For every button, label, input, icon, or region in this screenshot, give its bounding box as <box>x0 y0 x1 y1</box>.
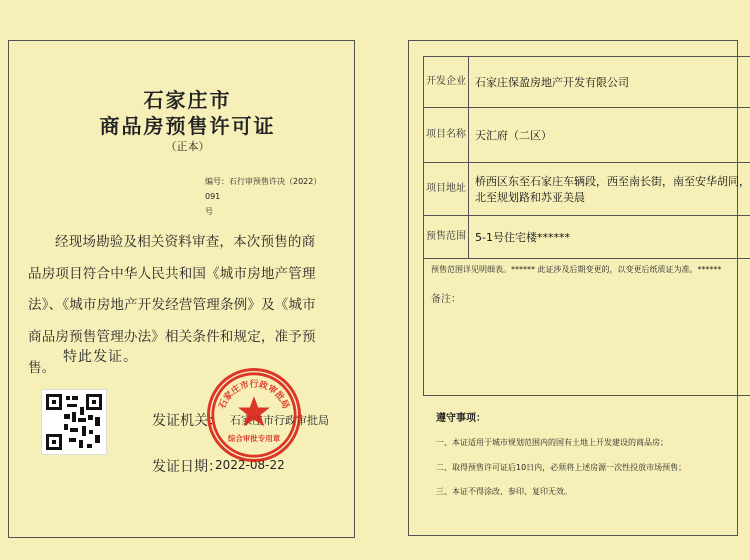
certificate-number-line1: 编号：石行审预售许决（2022）091 <box>205 177 322 201</box>
seal-top-text: 石家庄市行政审批局 <box>217 379 291 411</box>
seal-bottom-text: 综合审批专用章 <box>227 434 281 444</box>
remarks-cell <box>424 259 750 396</box>
certificate-title-main: 石家庄市 <box>143 88 232 112</box>
row-value-developer: 石家庄保盈房地产开发有限公司 <box>469 57 750 108</box>
certificate-details-table <box>423 56 750 396</box>
table-row <box>424 57 750 108</box>
row-value-presale-scope: 5-1号住宅楼****** <box>469 216 750 259</box>
notice-title: 遵守事项： <box>436 413 486 424</box>
issue-date-value: 2022-08-22 <box>215 458 285 472</box>
approval-body-text: 经现场勘验及相关资料审查，本次预售的商品房项目符合中华人民共和国《城市房地产管理法》、《城市房地产开发经营管理条例》及《城市商品房预售管理办法》相关条件和规定，准予预售。 <box>28 234 316 376</box>
table-row <box>424 259 750 396</box>
certificate-right-page <box>375 0 750 560</box>
issue-date-label: 发证日期： <box>152 459 222 475</box>
certificate-number-line2: 号 <box>205 207 213 216</box>
official-seal-icon <box>207 368 301 462</box>
table-row <box>424 108 750 163</box>
row-label-project-name: 项目名称 <box>424 108 469 163</box>
row-label-presale-scope: 预售范围 <box>424 216 469 259</box>
table-row <box>424 163 750 216</box>
notice-item: 二、取得预售许可证后10日内，必须将上述房源一次性投放市场预售； <box>436 463 687 472</box>
row-value-project-address: 桥西区东至石家庄车辆段，西至南长街，南至安华胡同，北至规划路和苏亚美晨 <box>469 163 750 216</box>
scope-note: 预售范围详见明细表。****** 此证涉及后期变更的，以变更后纸质证为准。****** <box>431 265 722 274</box>
row-label-project-address: 项目地址 <box>424 163 469 216</box>
row-value-project-name: 天汇府（二区） <box>469 108 750 163</box>
certificate-number <box>205 174 325 219</box>
notice-item: 一、本证适用于城市规划范围内的国有土地上开发建设的商品房； <box>436 438 668 447</box>
issuer-label: 发证机关： <box>152 413 222 429</box>
remarks-label: 备注： <box>431 294 461 305</box>
issuer-value: 石家庄市行政审批局 <box>230 414 329 427</box>
qr-code-icon <box>41 389 107 455</box>
notice-item: 三、本证不得涂改、参印、复印无效。 <box>436 487 572 496</box>
row-label-developer: 开发企业 <box>424 57 469 108</box>
table-row <box>424 216 750 259</box>
certificate-title-sub: 商品房预售许可证 <box>99 114 276 138</box>
special-note: 特此发证。 <box>63 349 138 365</box>
certificate-title-note: （正本） <box>165 140 210 153</box>
